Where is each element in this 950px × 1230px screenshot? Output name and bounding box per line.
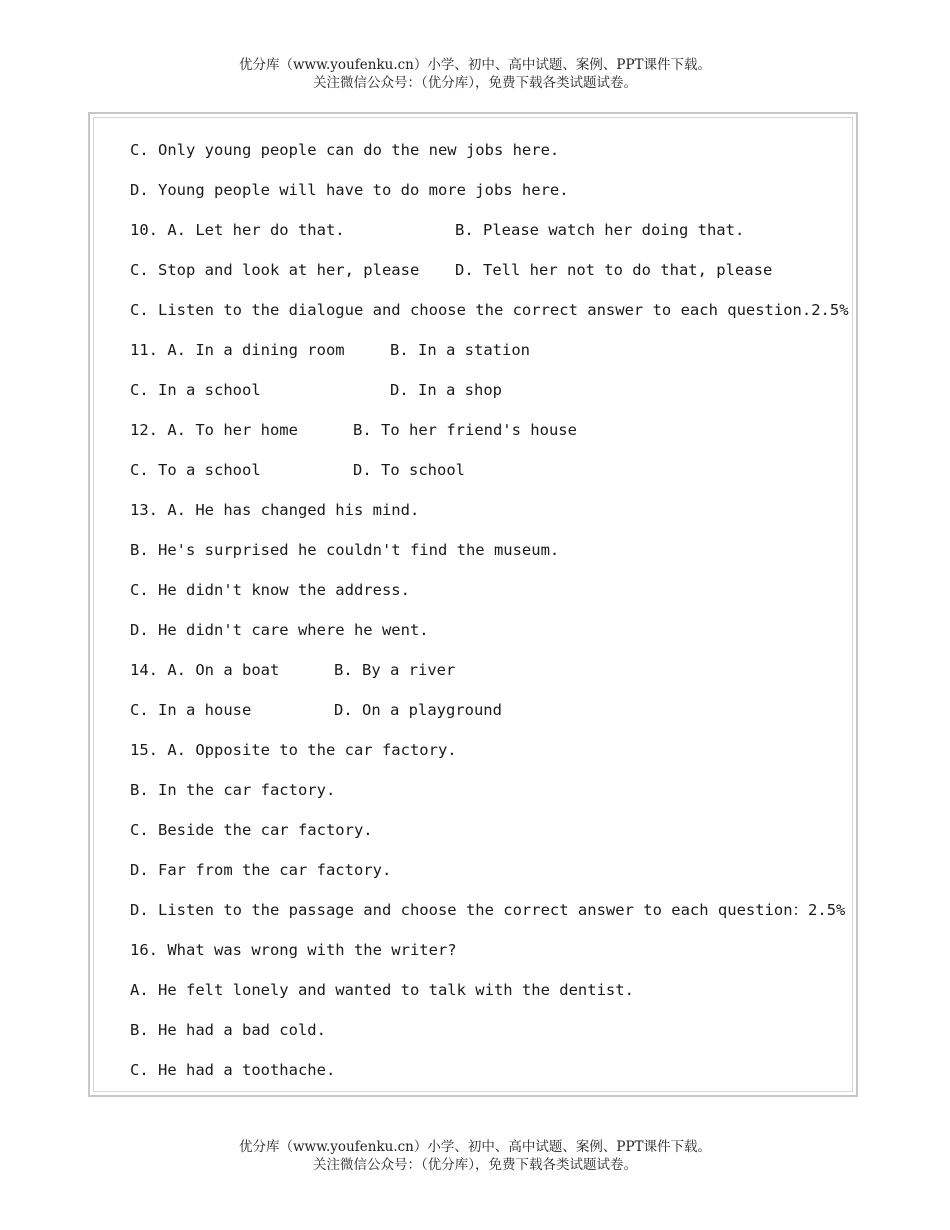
question-line (130, 970, 850, 1010)
section-text: D. Listen to the passage and choose the correct answer to each question：2.5% (130, 901, 846, 919)
option-b: B. Please watch her doing that. (455, 221, 745, 239)
section-text: C. Listen to the dialogue and choose the correct answer to each question.2.5% (130, 301, 849, 319)
line-text: 16. What was wrong with the writer? (130, 941, 457, 959)
question-line (130, 1050, 850, 1090)
option-b: B. By a river (334, 661, 456, 679)
question-line (130, 370, 850, 410)
question-line (130, 1010, 850, 1050)
question-line (130, 210, 850, 250)
line-text: C. Only young people can do the new jobs here. (130, 141, 560, 159)
option-b: B. In a station (390, 341, 530, 359)
line-text: D. He didn't care where he went. (130, 621, 429, 639)
footer-line-1: 优分库（www.youfenku.cn）小学、初中、高中试题、案例、PPT课件下载。 (238, 1139, 712, 1155)
option-b: B. To her friend's house (353, 421, 577, 439)
option-c: C. To a school (130, 461, 261, 479)
line-text: D. Young people will have to do more jobs here. (130, 181, 569, 199)
question-line (130, 730, 850, 770)
option-d: D. In a shop (390, 381, 502, 399)
question-line (130, 570, 850, 610)
question-line (130, 490, 850, 530)
question-line (130, 930, 850, 970)
line-text: 15. A. Opposite to the car factory. (130, 741, 457, 759)
question-line (130, 330, 850, 370)
line-text: C. Beside the car factory. (130, 821, 373, 839)
line-text: B. He had a bad cold. (130, 1021, 326, 1039)
line-text: 13. A. He has changed his mind. (130, 501, 420, 519)
question-line (130, 770, 850, 810)
option-d: D. Tell her not to do that, please (455, 261, 773, 279)
line-text: C. He didn't know the address. (130, 581, 410, 599)
line-text: A. He felt lonely and wanted to talk with the dentist. (130, 981, 634, 999)
line-text: B. He's surprised he couldn't find the museum. (130, 541, 560, 559)
page-footer-banner (0, 1138, 950, 1174)
line-text: B. In the car factory. (130, 781, 336, 799)
section-heading (130, 290, 850, 330)
question-line (130, 450, 850, 490)
question-line (130, 690, 850, 730)
question-line (130, 410, 850, 450)
line-text: C. He had a toothache. (130, 1061, 336, 1079)
option-c: C. Stop and look at her, please (130, 261, 420, 279)
page-header-banner (0, 56, 950, 92)
question-line (130, 250, 850, 290)
option-a: 10. A. Let her do that. (130, 221, 345, 239)
question-line (130, 170, 850, 210)
footer-line-2: 关注微信公众号：（优分库），免费下载各类试题试卷。 (313, 1157, 637, 1173)
section-heading (130, 890, 850, 930)
option-a: 14. A. On a boat (130, 661, 280, 679)
option-a: 11. A. In a dining room (130, 341, 345, 359)
option-c: C. In a school (130, 381, 261, 399)
question-line (130, 130, 850, 170)
option-c: C. In a house (130, 701, 252, 719)
question-line (130, 650, 850, 690)
exam-content (130, 130, 850, 1090)
header-line-1: 优分库（www.youfenku.cn）小学、初中、高中试题、案例、PPT课件下载。 (238, 57, 712, 73)
question-line (130, 610, 850, 650)
option-d: D. On a playground (334, 701, 502, 719)
question-line (130, 530, 850, 570)
question-line (130, 850, 850, 890)
header-line-2: 关注微信公众号：（优分库），免费下载各类试题试卷。 (313, 75, 637, 91)
line-text: D. Far from the car factory. (130, 861, 392, 879)
option-d: D. To school (353, 461, 465, 479)
question-line (130, 810, 850, 850)
option-a: 12. A. To her home (130, 421, 298, 439)
